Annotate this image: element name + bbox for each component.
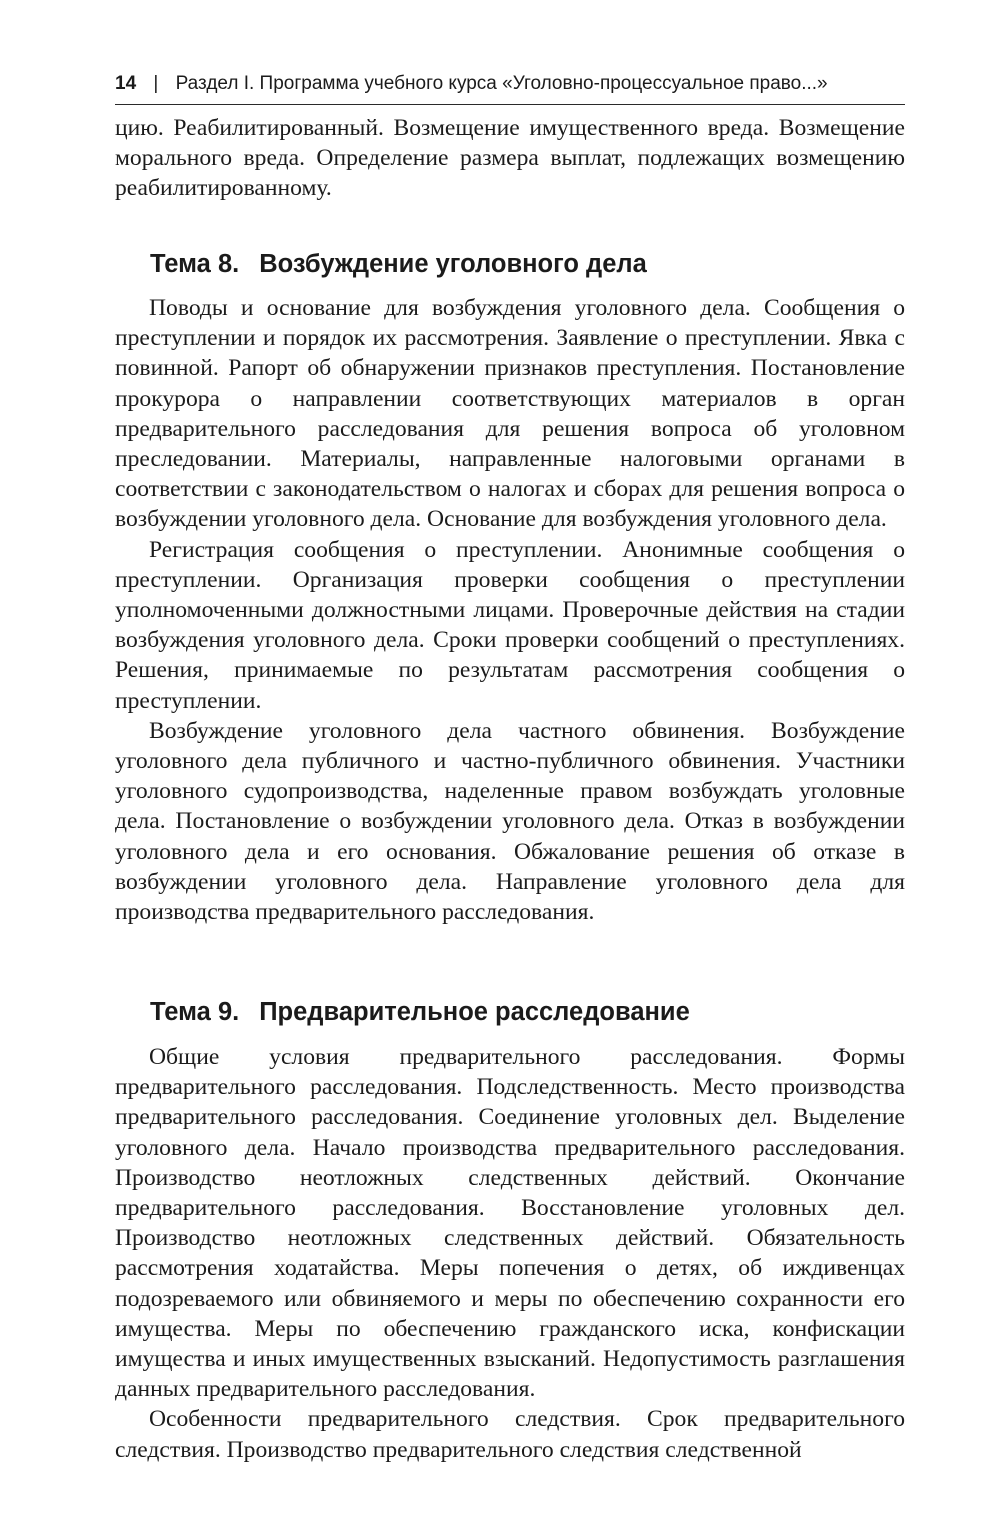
topic-8-paragraph-2: Регистрация сообщения о преступлении. Анонимные сообщения о преступлении. Организация проверки сообщения о преступлении уполномоченными должностными лицами. Проверочные действия на стадии возбуждения уголовного дела. Сроки проверки сообщений о преступлениях. Решения, принимаемые по результатам рассмотрения сообщения о преступлении. bbox=[115, 536, 905, 714]
topic-9-heading bbox=[150, 995, 690, 1029]
topic-9-title: Предварительное расследование bbox=[259, 998, 690, 1026]
topic-8-body bbox=[115, 293, 905, 927]
continuation-text bbox=[115, 113, 905, 204]
running-head bbox=[115, 70, 905, 105]
running-head-separator: | bbox=[153, 73, 159, 94]
topic-9-paragraph-2: Особенности предварительного следствия. Срок предварительного следствия. Производство предварительного следствия следственной bbox=[115, 1406, 905, 1463]
running-head-title: Раздел I. Программа учебного курса «Уголовно-процессуальное право...» bbox=[175, 73, 828, 94]
topic-8-paragraph-3: Возбуждение уголовного дела частного обвинения. Возбуждение уголовного дела публичного и частно-публичного обвинения. Участники уголовного судопроизводства, наделенные правом возбуждать уголовные дела. Постановление о возбуждении уголовного дела. Отказ в возбуждении уголовного дела и его основания. Обжалование решения об отказе в возбуждении уголовного дела. Направление уголовного дела для производства предварительного расследования. bbox=[115, 717, 905, 926]
topic-9-body bbox=[115, 1042, 905, 1465]
topic-8-title: Возбуждение уголовного дела bbox=[259, 250, 647, 278]
topic-8-paragraph-1: Поводы и основание для возбуждения уголовного дела. Сообщения о преступлении и порядок их рассмотрения. Заявление о преступлении. Явка с повинной. Рапорт об обнаружении признаков преступления. Постановление прокурора о направлении соответствующих материалов в орган предварительного расследования для решения вопроса об уголовном преследовании. Материалы, направленные налоговыми органами в соответствии с законодательством о налогах и сборах для решения вопроса о возбуждении уголовного дела. Основание для возбуждения уголовного дела. bbox=[115, 295, 905, 533]
page-number: 14 bbox=[115, 73, 137, 94]
topic-9-number: Тема 9. bbox=[150, 998, 240, 1026]
topic-8-number: Тема 8. bbox=[150, 250, 240, 278]
topic-8-heading bbox=[150, 247, 647, 281]
topic-9-paragraph-1: Общие условия предварительного расследования. Формы предварительного расследования. Подследственность. Место производства предварительного расследования. Соединение уголовных дел. Выделение уголовного дела. Начало производства предварительного расследования. Производство неотложных следственных действий. Окончание предварительного расследования. Восстановление уголовных дел. Производство неотложных следственных действий. Обязательность рассмотрения ходатайства. Меры попечения о детях, об иждивенцах подозреваемого или обвиняемого и меры по обеспечению сохранности его имущества. Меры по обеспечению гражданского иска, конфискации имущества и иных имущественных взысканий. Недопустимость разглашения данных предварительного расследования. bbox=[115, 1044, 905, 1403]
continuation-paragraph: цию. Реабилитированный. Возмещение имущественного вреда. Возмещение морального вреда. Определение размера выплат, подлежащих возмещению реабилитированному. bbox=[115, 115, 905, 202]
